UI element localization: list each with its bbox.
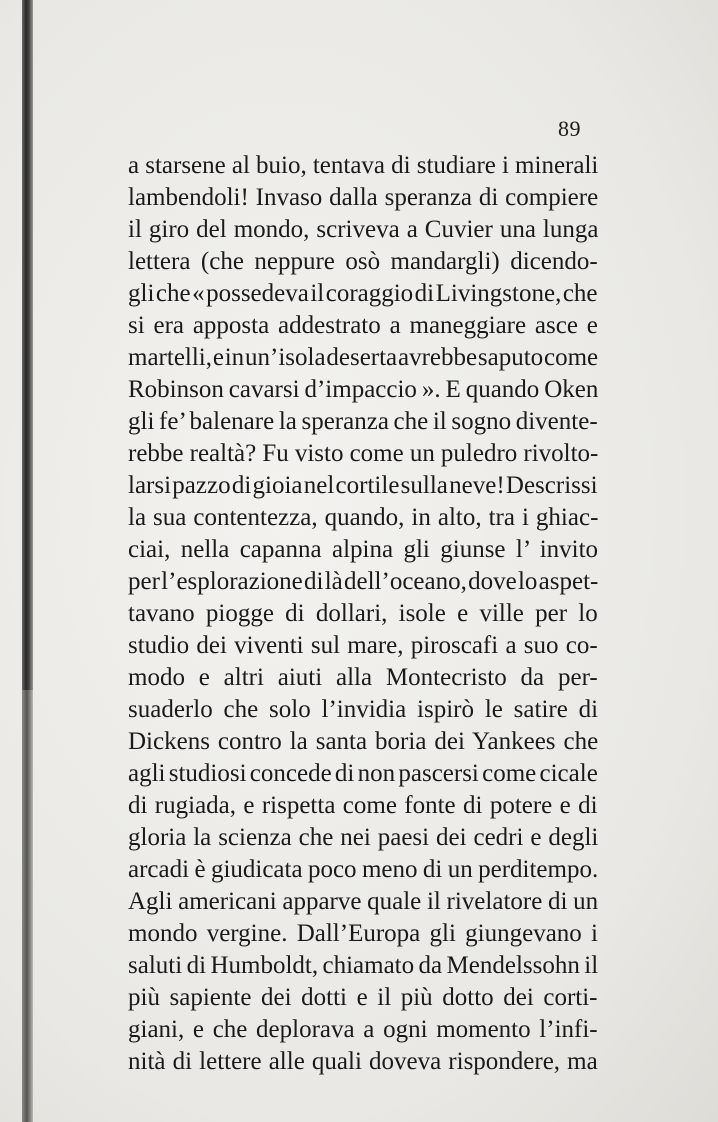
text-line: suaderlo che solo l’invidia ispirò le satire di xyxy=(128,696,599,723)
text-line: a starsene al buio, tentava di studiare i minerali xyxy=(128,152,599,179)
text-line: più sapiente dei dotti e il più dotto dei corti- xyxy=(128,984,598,1011)
text-line: ciai, nella capanna alpina gli giunse l’ invito xyxy=(128,536,599,563)
text-line: arcadi è giudicata poco meno di un perditempo. xyxy=(128,856,599,883)
text-line: gli fe’ balenare la speranza che il sogno divente- xyxy=(128,408,598,435)
text-line: Agli americani apparve quale il rivelatore di un xyxy=(128,888,599,915)
text-line: Dickens contro la santa boria dei Yankees che xyxy=(128,728,599,755)
text-line: studio dei viventi sul mare, piroscafi a suo co- xyxy=(128,632,598,659)
body-text xyxy=(128,150,598,1078)
text-line: la sua contentezza, quando, in alto, tra i ghiac- xyxy=(128,504,599,531)
text-line: lettera (che neppure osò mandargli) dicendo- xyxy=(128,248,598,275)
text-line: per l’esplorazione di là dell’oceano, dove lo aspet- xyxy=(128,568,599,595)
text-line: martelli, e in un’isola deserta avrebbe saputo come xyxy=(128,344,599,371)
page-number: 89 xyxy=(558,116,581,141)
text-line: rebbe realtà? Fu visto come un puledro rivolto- xyxy=(128,440,599,467)
text-line: gli che « possedeva il coraggio di Livingstone, che xyxy=(128,280,598,307)
text-line: saluti di Humboldt, chiamato da Mendelssohn il xyxy=(128,952,599,979)
text-line: larsi pazzo di gioia nel cortile sulla neve! Descrissi xyxy=(128,472,598,499)
text-line: il giro del mondo, scriveva a Cuvier una lunga xyxy=(128,216,599,243)
text-line: lambendoli! Invaso dalla speranza di compiere xyxy=(128,184,599,211)
text-line: Robinson cavarsi d’impaccio ». E quando Oken xyxy=(128,376,599,403)
text-line: modo e altri aiuti alla Montecristo da per- xyxy=(128,664,598,691)
text-line: tavano piogge di dollari, isole e ville per lo xyxy=(128,600,598,627)
text-line: gloria la scienza che nei paesi dei cedri e degli xyxy=(128,824,599,851)
text-line: agli studiosi concede di non pascersi come cicale xyxy=(128,760,598,787)
text-line: si era apposta addestrato a maneggiare asce e xyxy=(128,312,598,339)
text-line: giani, e che deplorava a ogni momento l’infi- xyxy=(128,1016,598,1043)
binding-edge-lower xyxy=(22,690,33,1122)
text-line: mondo vergine. Dall’Europa gli giungevano i xyxy=(128,920,598,947)
text-line: di rugiada, e rispetta come fonte di potere e di xyxy=(128,792,598,819)
text-line: nità di lettere alle quali doveva rispondere, ma xyxy=(128,1048,598,1075)
